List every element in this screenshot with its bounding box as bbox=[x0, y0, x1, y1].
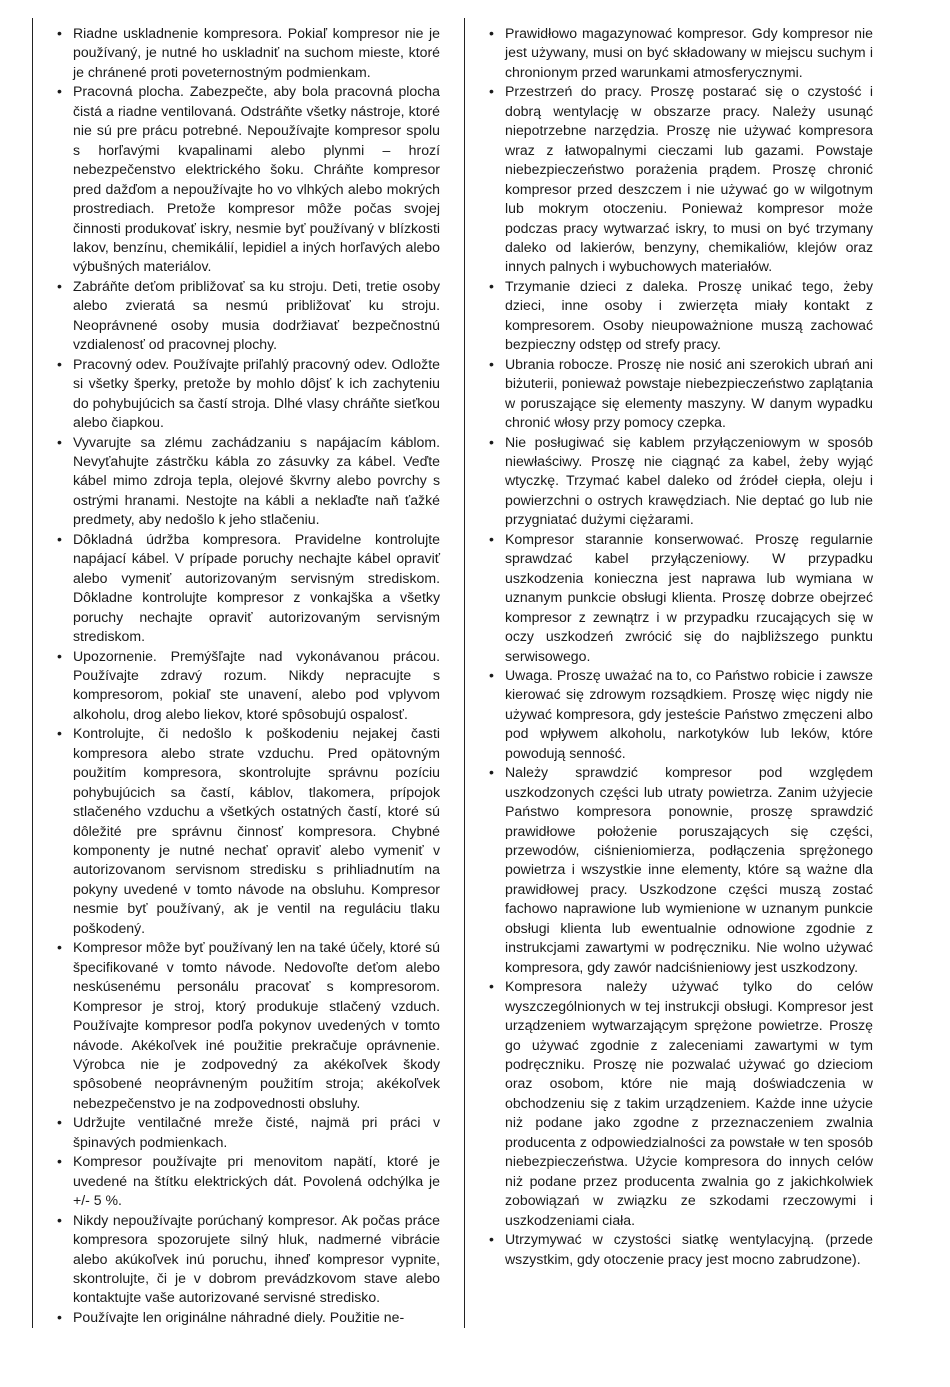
bullet-icon: • bbox=[57, 25, 62, 41]
bullet-icon: • bbox=[489, 666, 494, 683]
center-column-rule bbox=[464, 18, 465, 1328]
list-item: • Uwaga. Proszę uważać na to, co Państwo robicie i zawsze kierować się zdrowym rozsądkiem. Proszę więc nigdy nie używać kompresora, gdy jesteście Państwo zmęczeni albo pod wpływem alkoholu, narkotyków lub leków, które powodują senność. bbox=[489, 666, 873, 761]
list-item: • Kompresor používajte pri menovitom napätí, ktoré je uvedené na štítku elektrických dát. Povolená odchýlka je +/- 5 %. bbox=[57, 1153, 440, 1209]
bullet-icon: • bbox=[57, 83, 62, 100]
list-item: • Ubrania robocze. Proszę nie nosić ani szerokich ubrań ani biżuterii, ponieważ powstaje niebezpieczeństwo zaplątania w poruszające się elementy maszyny. W danym wypadku chronić włosy przy pomocy czepka. bbox=[489, 355, 873, 431]
bullet-icon: • bbox=[489, 25, 494, 41]
bullet-icon: • bbox=[57, 530, 62, 547]
list-item: • Upozornenie. Premýšľajte nad vykonávanou prácou. Používajte zdravý rozum. Nikdy nepracujte s kompresorom, pokiaľ ste unavení, alebo pod vplyvom alkoholu, drog alebo liekov, ktoré spôsobujú ospalosť. bbox=[57, 647, 440, 722]
bullet-icon: • bbox=[57, 433, 62, 450]
bullet-icon: • bbox=[57, 355, 62, 372]
bullet-icon: • bbox=[57, 277, 62, 294]
bullet-icon: • bbox=[57, 1153, 62, 1170]
list-item: • Nie posługiwać się kablem przyłączeniowym w sposób niewłaściwy. Proszę nie ciągnąć za kabel, żeby wyjąć wtyczkę. Trzymać kabel daleko od źródeł ciepła, oleju i powierzchni o ostrych krawędziach. Nie deptać go lub nie przygniatać dużymi ciężarami. bbox=[489, 433, 873, 528]
list-item: • Kompresor starannie konserwować. Proszę regularnie sprawdzać kabel przyłączeniowy. W przypadku uszkodzenia konieczna jest naprawa lub wymiana w uznanym punkcie obsługi klienta. Proszę dobrze obejrzeć kompresor z zewnątrz i w przypadku rzucających się w oczy uszkodzeń zwrócić się do najbliższego punktu serwisowego. bbox=[489, 530, 873, 664]
list-item: • Pracovný odev. Používajte priľahlý pracovný odev. Odložte si všetky šperky, pretože by mohlo dôjsť k ich zachyteniu do pohybujúcich sa častí stroja. Dlhé vlasy chráňte sieťkou alebo čiapkou. bbox=[57, 355, 440, 431]
bullet-icon: • bbox=[489, 433, 494, 450]
list-item: • Należy sprawdzić kompresor pod względem uszkodzonych części lub utraty powietrza. Zanim użyjecie Państwo kompresora ponownie, proszę sprawdzić prawidłowe położenie poruszających się części, przewodów, ciśnieniomierza, podłączenia sprężonego powietrza i wszystkie inne elementy, które są ważne dla prawidłowej pracy. Uszkodzone części muszą zostać fachowo naprawione lub wymienione w uznanym punkcie obsługi klienta lub ewentualnie odnowione zgodnie z instrukcjami zawartymi w podręczniku. Nie wolno używać kompresora, gdy zawór nadciśnieniowy jest uszkodzony. bbox=[489, 764, 873, 975]
list-item: • Kompresor môže byť používaný len na také účely, ktoré sú špecifikované v tomto návode. Nedovoľte deťom alebo neskúsenému personálu pracovať s kompresorom. Kompresor je stroj, ktorý produkuje stlačený vzduch. Používajte kompresor podľa pokynov uvedených v tomto návode. Akékoľvek iné použitie prekračuje oprávnenie. Výrobca nie je zodpovedný za akékoľvek škody spôsobené neoprávneným použitím stroja; akékoľvek nebezpečenstvo je na zodpovednosti obsluhy. bbox=[57, 939, 440, 1111]
list-item: • Používajte len originálne náhradné diely. Použitie ne- bbox=[56, 1308, 440, 1327]
bullet-icon: • bbox=[57, 1114, 62, 1131]
bullet-icon: • bbox=[489, 764, 494, 781]
list-item: • Trzymanie dzieci z daleka. Proszę unikać tego, żeby dzieci, inne osoby i zwierzęta miały kontakt z kompresorem. Osoby nieupoważnione muszą zachować bezpieczny odstęp od strefy pracy. bbox=[489, 277, 873, 353]
bullet-icon: • bbox=[489, 978, 494, 995]
right-column-polish bbox=[488, 24, 873, 1269]
list-item: • Utrzymywać w czystości siatkę wentylacyjną. (przede wszystkim, gdy otoczenie pracy jest mocno zabrudzone). bbox=[489, 1231, 873, 1267]
bullet-list-pl bbox=[488, 24, 873, 1269]
list-item: • Prawidłowo magazynować kompresor. Gdy kompresor nie jest używany, musi on być składowany w miejscu suchym i chronionym przed warunkami atmosferycznymi. bbox=[489, 25, 873, 80]
bullet-icon: • bbox=[57, 647, 62, 664]
bullet-list-sk bbox=[56, 24, 440, 1327]
bullet-icon: • bbox=[57, 725, 62, 742]
list-item: • Dôkladná údržba kompresora. Pravidelne kontrolujte napájací kábel. V prípade poruchy nechajte kábel opraviť alebo vymeniť autorizovaným servisným strediskom. Dôkladne kontrolujte kompresor z vonkajška a všetky poruchy nechajte opraviť autorizovaným servisným strediskom. bbox=[57, 530, 440, 645]
bullet-icon: • bbox=[489, 1231, 494, 1248]
bullet-icon: • bbox=[57, 1211, 62, 1228]
left-column-slovak bbox=[56, 24, 440, 1327]
bullet-icon: • bbox=[57, 1308, 62, 1325]
list-item: • Vyvarujte sa zlému zachádzaniu s napájacím káblom. Nevyťahujte zástrčku kábla zo zásuvky za kábel. Veďte kábel mimo zdroja tepla, olejové škvrny alebo povrchy s ostrými hranami. Nestojte na kábli a neklaďte naň ťažké predmety, aby nedošlo k jeho stlačeniu. bbox=[57, 433, 440, 528]
list-item: • Udržujte ventilačné mreže čisté, najmä pri práci v špinavých podmienkach. bbox=[57, 1114, 440, 1150]
list-item: • Kompresora należy używać tylko do celów wyszczególnionych w tej instrukcji obsługi. Kompresor jest urządzeniem wytwarzającym sprężone powietrze. Proszę go używać zgodnie z zaleceniami zawartymi w tym podręczniku. Proszę nie pozwalać używać go dzieciom oraz osobom, które nie mają doświadczenia w obchodzeniu się z takim urządzeniem. Każde inne użycie niż podane jako zgodne z przeznaczeniem zwalnia producenta z odpowiedzialności za powstałe w ten sposób niebezpieczeństwa. Użycie kompresora do innych celów niż podane przez producenta zwalnia go z jakichkolwiek zobowiązań w związku ze szkodami rzeczowymi i uszkodzeniami ciała. bbox=[489, 978, 873, 1228]
bullet-icon: • bbox=[489, 530, 494, 547]
list-item: • Nikdy nepoužívajte porúchaný kompresor. Ak počas práce kompresora spozorujete silný hluk, nadmerné vibrácie alebo akúkoľvek inú poruchu, ihneď kompresor vypnite, skontrolujte, či je v dobrom prevádzkovom stave alebo kontaktujte vaše autorizované servisné stredisko. bbox=[57, 1211, 440, 1306]
bullet-icon: • bbox=[489, 355, 494, 372]
left-column-rule bbox=[32, 18, 33, 1328]
list-item: • Kontrolujte, či nedošlo k poškodeniu nejakej časti kompresora alebo strate vzduchu. Pred opätovným použitím kompresora, skontrolujte správnu pozíciu pohybujúcich sa častí, káblov, tlakomera, prípojok stlačeného vzduchu a všetkých ostatných častí, ktoré sú dôležité pre správnu činnosť kompresora. Chybné komponenty je nutné nechať opraviť alebo vymeniť v autorizovanom servisnom stredisku s prihliadnutím na pokyny uvedené v tomto návode na obsluhu. Kompresor nesmie byť používaný, ak je ventil na reguláciu tlaku poškodený. bbox=[57, 725, 440, 936]
bullet-icon: • bbox=[489, 277, 494, 294]
list-item: • Pracovná plocha. Zabezpečte, aby bola pracovná plocha čistá a riadne ventilovaná. Odstráňte všetky nástroje, ktoré nie sú pre prácu potrebné. Nepoužívajte kompresor spolu s horľavými kvapalinami alebo plynmi – hrozí nebezpečenstvo elektrického šoku. Chráňte kompresor pred dažďom a nepoužívajte ho vo vlhkých alebo mokrých prostrediach. Pretože kompresor môže počas svojej činnosti produkovať iskry, nesmie byť používaný v blízkosti lakov, benzínu, chemikálií, lepidiel a iných horľavých alebo výbušných materiálov. bbox=[57, 83, 440, 275]
bullet-icon: • bbox=[57, 939, 62, 956]
list-item: • Przestrzeń do pracy. Proszę postarać się o czystość i dobrą wentylację w obszarze pracy. Należy usunąć niepotrzebne narzędzia. Proszę nie używać kompresora wraz z łatwopalnymi cieczami lub gazami. Powstaje niebezpieczeństwo porażenia prądem. Proszę chronić kompresor przed deszczem i nie używać go w wilgotnym lub mokrym otoczeniu. Ponieważ kompresor może podczas pracy wytwarzać iskry, to musi on być trzymany daleko od lakierów, benzyny, chemikaliów, klejów oraz innych palnych i wybuchowych materiałów. bbox=[489, 83, 873, 275]
list-item: • Zabráňte deťom približovať sa ku stroju. Deti, tretie osoby alebo zvieratá sa nesmú približovať ku stroju. Neoprávnené osoby musia dodržiavať bezpečnostnú vzdialenosť od pracovnej plochy. bbox=[57, 277, 440, 353]
list-item: • Riadne uskladnenie kompresora. Pokiaľ kompresor nie je používaný, je nutné ho uskladniť na suchom mieste, ktoré je chránené proti poveternostným podmienkam. bbox=[57, 25, 440, 80]
bullet-icon: • bbox=[489, 83, 494, 100]
